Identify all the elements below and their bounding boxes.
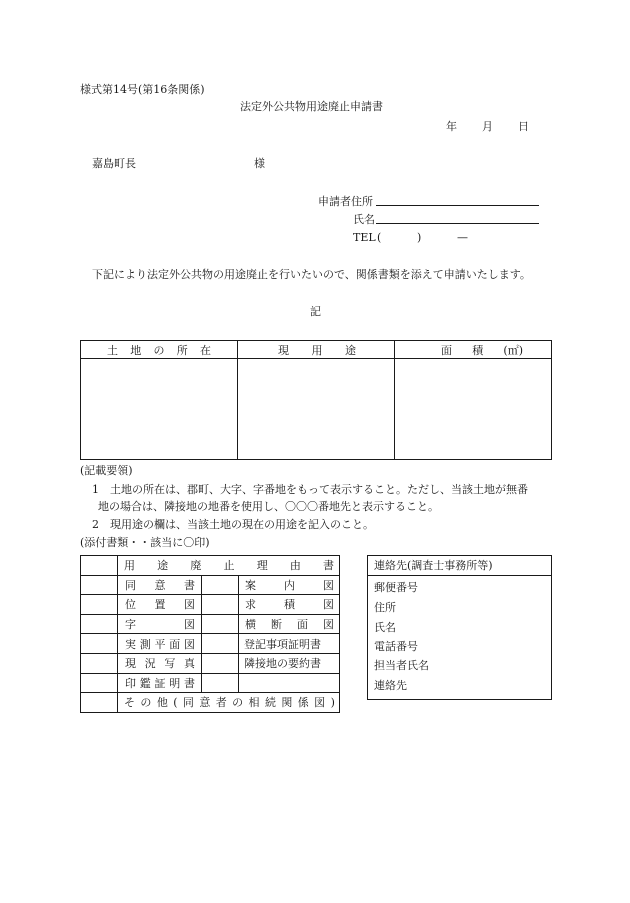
contact-box <box>367 555 552 700</box>
header-land-location-text: 土 地 の 所 在 <box>107 343 211 357</box>
attachment-registry-certificate: 登記事項証明書 <box>239 634 340 654</box>
attachment-row <box>81 634 340 654</box>
tel-close-paren: ) <box>417 231 422 244</box>
area-cell[interactable] <box>395 359 552 460</box>
check-cell[interactable] <box>202 595 239 615</box>
intro-text: 下記により法定外公共物の用途廃止を行いたいので、関係書類を添えて申請いたします。 <box>92 268 531 281</box>
attachment-row <box>81 575 340 595</box>
attachment-consent-doc: 同 意 書 <box>118 575 202 595</box>
check-cell[interactable] <box>81 634 118 654</box>
header-current-use <box>238 341 395 359</box>
contact-title: 連絡先(調査士事務所等) <box>368 556 551 576</box>
contact-name: 氏名 <box>374 621 396 634</box>
land-location-cell[interactable] <box>81 359 238 460</box>
addressee-name: 嘉島町長 <box>92 157 136 170</box>
tel-dash: — <box>457 231 468 244</box>
ki-label: 記 <box>310 305 321 318</box>
attachment-guide-map: 案 内 図 <box>239 575 340 595</box>
check-cell[interactable] <box>81 693 118 713</box>
attachment-aza-map: 字 図 <box>118 614 202 634</box>
form-number: 様式第14号(第16条関係) <box>80 83 205 96</box>
attachment-seal-certificate: 印 鑑 証 明 書 <box>118 673 202 693</box>
attachment-other-doc: そ の 他 ( 同 意 者 の 相 続 関 係 図 ) <box>118 693 340 713</box>
addressee-honorific: 様 <box>254 157 265 170</box>
form-title: 法定外公共物用途廃止申請書 <box>240 100 383 113</box>
date-month-label: 月 <box>482 120 493 133</box>
contact-postal-code: 郵便番号 <box>374 581 418 594</box>
check-cell[interactable] <box>202 634 239 654</box>
applicant-address-field[interactable] <box>376 205 539 206</box>
attachments-table <box>80 555 340 713</box>
attachment-row <box>81 673 340 693</box>
contact-person-in-charge: 担当者氏名 <box>374 659 429 672</box>
applicant-name-label: 氏名 <box>353 213 375 226</box>
attachment-row-reason <box>81 556 340 576</box>
applicant-tel-label: TEL <box>353 231 376 244</box>
attachment-area-calc-map: 求 積 図 <box>239 595 340 615</box>
current-use-cell[interactable] <box>238 359 395 460</box>
check-cell[interactable] <box>202 653 239 673</box>
check-cell[interactable] <box>81 556 118 576</box>
attachment-empty-cell <box>239 673 340 693</box>
attachments-heading: (添付書類・・該当に〇印) <box>80 536 210 549</box>
header-area-text: 面 積 (㎡) <box>441 343 523 357</box>
check-cell[interactable] <box>202 614 239 634</box>
date-day-label: 日 <box>518 120 529 133</box>
check-cell[interactable] <box>81 653 118 673</box>
date-year-label: 年 <box>446 120 457 133</box>
notes-item-1-line-1: 1 土地の所在は、郡町、大字、字番地をもって表示すること。ただし、当該土地が無番 <box>92 483 528 496</box>
attachment-row-other <box>81 693 340 713</box>
attachment-survey-plan: 実 測 平 面 図 <box>118 634 202 654</box>
check-cell[interactable] <box>81 614 118 634</box>
attachment-row <box>81 653 340 673</box>
attachment-reason-doc: 用 途 廃 止 理 由 書 <box>118 556 340 576</box>
check-cell[interactable] <box>81 595 118 615</box>
check-cell[interactable] <box>202 575 239 595</box>
check-cell[interactable] <box>81 575 118 595</box>
notes-heading: (記載要領) <box>80 464 133 477</box>
attachment-adjacent-summary: 隣接地の要約書 <box>239 653 340 673</box>
attachment-cross-section-map: 横 断 面 図 <box>239 614 340 634</box>
contact-address: 住所 <box>374 601 396 614</box>
header-land-location <box>81 341 238 359</box>
applicant-address-label: 申請者住所 <box>318 195 373 208</box>
notes-item-2: 2 現用途の欄は、当該土地の現在の用途を記入のこと。 <box>92 518 374 531</box>
attachment-row <box>81 595 340 615</box>
tel-open-paren: ( <box>377 231 382 244</box>
header-area <box>395 341 552 359</box>
header-current-use-text: 現 用 途 <box>278 343 356 357</box>
attachment-row <box>81 614 340 634</box>
contact-contact: 連絡先 <box>374 679 407 692</box>
notes-item-1-line-2: 地の場合は、隣接地の地番を使用し、〇〇〇番地先と表示すること。 <box>98 500 439 513</box>
check-cell[interactable] <box>202 673 239 693</box>
contact-phone: 電話番号 <box>374 640 418 653</box>
check-cell[interactable] <box>81 673 118 693</box>
attachment-site-photos: 現 況 写 真 <box>118 653 202 673</box>
attachment-location-map: 位 置 図 <box>118 595 202 615</box>
land-table <box>80 340 552 460</box>
applicant-name-field[interactable] <box>376 223 539 224</box>
